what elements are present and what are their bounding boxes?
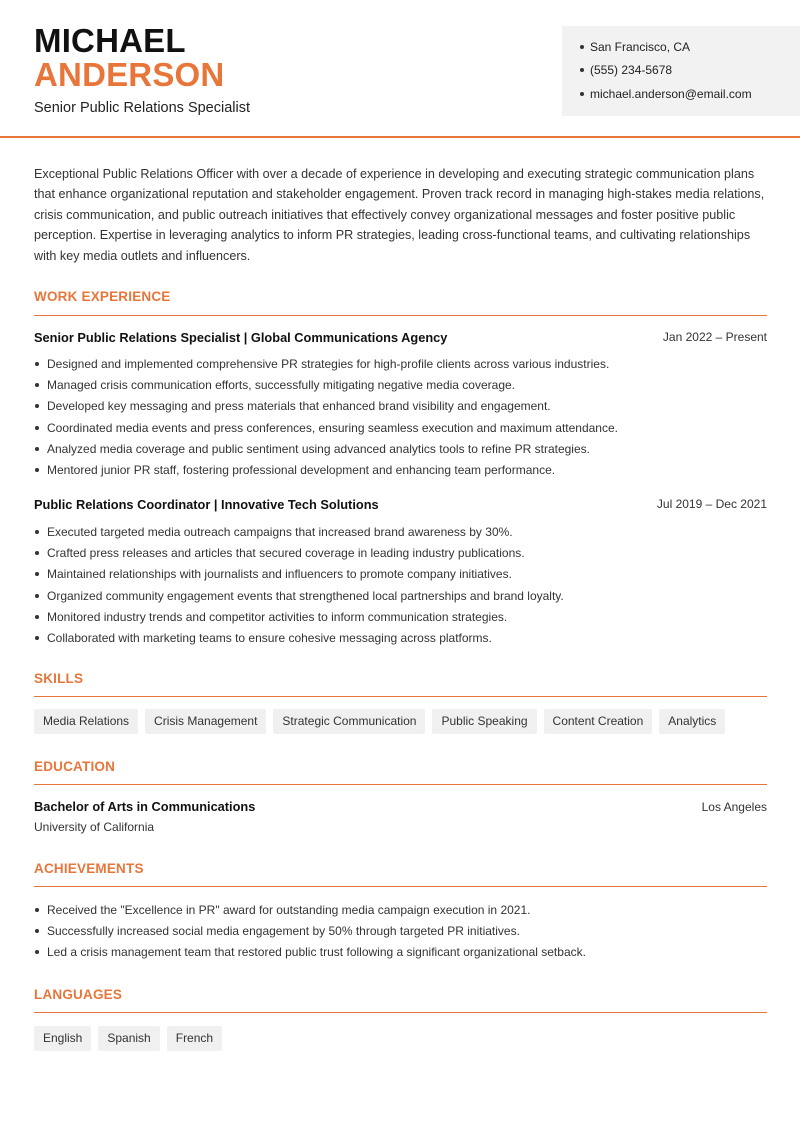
profile-summary: Exceptional Public Relations Officer with over a decade of experience in developing and executing strategic communication plans that enhance organizational reputation and stakeholder engagement. Proven track record in managing high-stakes media relations, crisis communication, and public outreach initiatives that effectively convey organizational messages and foster positive public perception. Expertise in leveraging analytics to inform PR strategies, leading cross-functional teams, and cultivating relationships with key media outlets and influencers. <box>34 167 765 263</box>
job-entry-2-header <box>34 497 767 512</box>
list-item: Maintained relationships with journalists and influencers to promote company initiatives. <box>34 565 769 586</box>
resume-header <box>0 0 800 138</box>
section-divider <box>34 696 767 697</box>
contact-location <box>580 40 690 54</box>
list-item: Developed key messaging and press materials that enhanced brand visibility and engagement. <box>34 397 769 418</box>
location-text: San Francisco, CA <box>590 40 691 54</box>
list-item: Executed targeted media outreach campaigns that increased brand awareness by 30%. <box>34 523 769 544</box>
list-item: Monitored industry trends and competitor activities to inform communication strategies. <box>34 608 769 629</box>
skills-chip-list <box>34 709 725 734</box>
job-role: Senior Public Relations Specialist | Global Communications Agency <box>34 330 448 345</box>
section-divider <box>34 784 767 785</box>
section-title-achievements: ACHIEVEMENTS <box>34 861 144 876</box>
job-entry-1-header <box>34 330 767 345</box>
bullet-dot-icon <box>580 68 584 72</box>
phone-text: (555) 234-5678 <box>590 63 673 77</box>
job-dates: Jul 2019 – Dec 2021 <box>656 497 767 511</box>
list-item: Coordinated media events and press conferences, ensuring seamless execution and maximum attendance. <box>34 419 769 440</box>
skill-chip: Content Creation <box>544 709 653 734</box>
skill-chip: Public Speaking <box>432 709 536 734</box>
skill-chip: Strategic Communication <box>273 709 425 734</box>
section-title-work: WORK EXPERIENCE <box>34 289 171 304</box>
section-divider <box>34 1012 767 1013</box>
skill-chip: Media Relations <box>34 709 138 734</box>
contact-phone <box>580 63 672 77</box>
skill-chip: Crisis Management <box>145 709 266 734</box>
job-entry-1-bullets <box>34 355 769 482</box>
list-item: Analyzed media coverage and public sentiment using advanced analytics tools to refine PR strategies. <box>34 440 769 461</box>
achievements-list <box>34 901 769 965</box>
job-dates: Jan 2022 – Present <box>662 330 767 344</box>
email-text: michael.anderson@email.com <box>590 87 752 101</box>
section-divider <box>34 315 767 316</box>
section-title-skills: SKILLS <box>34 671 84 686</box>
last-name: ANDERSON <box>34 56 225 93</box>
education-degree: Bachelor of Arts in Communications <box>34 799 256 814</box>
list-item: Received the "Excellence in PR" award for outstanding media campaign execution in 2021. <box>34 901 769 922</box>
section-title-languages: LANGUAGES <box>34 987 123 1002</box>
language-chip: French <box>167 1026 222 1051</box>
language-chip: Spanish <box>98 1026 159 1051</box>
education-location: Los Angeles <box>701 800 767 814</box>
list-item: Mentored junior PR staff, fostering professional development and enhancing team performance. <box>34 461 769 482</box>
list-item: Managed crisis communication efforts, successfully mitigating negative media coverage. <box>34 376 769 397</box>
list-item: Led a crisis management team that restored public trust following a significant organizational setback. <box>34 943 769 964</box>
list-item: Successfully increased social media engagement by 50% through targeted PR initiatives. <box>34 922 769 943</box>
list-item: Crafted press releases and articles that secured coverage in leading industry publications. <box>34 544 769 565</box>
job-title: Senior Public Relations Specialist <box>34 100 250 116</box>
list-item: Collaborated with marketing teams to ensure cohesive messaging across platforms. <box>34 629 769 650</box>
language-chip: English <box>34 1026 91 1051</box>
education-school: University of California <box>34 820 155 834</box>
list-item: Designed and implemented comprehensive PR strategies for high-profile clients across various industries. <box>34 355 769 376</box>
contact-email <box>580 87 752 101</box>
languages-chip-list <box>34 1026 222 1051</box>
job-role: Public Relations Coordinator | Innovative Tech Solutions <box>34 497 379 512</box>
bullet-dot-icon <box>580 92 584 96</box>
section-title-education: EDUCATION <box>34 759 116 774</box>
first-name: MICHAEL <box>34 22 186 59</box>
job-entry-2-bullets <box>34 523 769 650</box>
list-item: Organized community engagement events that strengthened local partnerships and brand loyalty. <box>34 587 769 608</box>
bullet-dot-icon <box>580 45 584 49</box>
contact-box <box>562 26 800 116</box>
skill-chip: Analytics <box>659 709 725 734</box>
section-divider <box>34 886 767 887</box>
